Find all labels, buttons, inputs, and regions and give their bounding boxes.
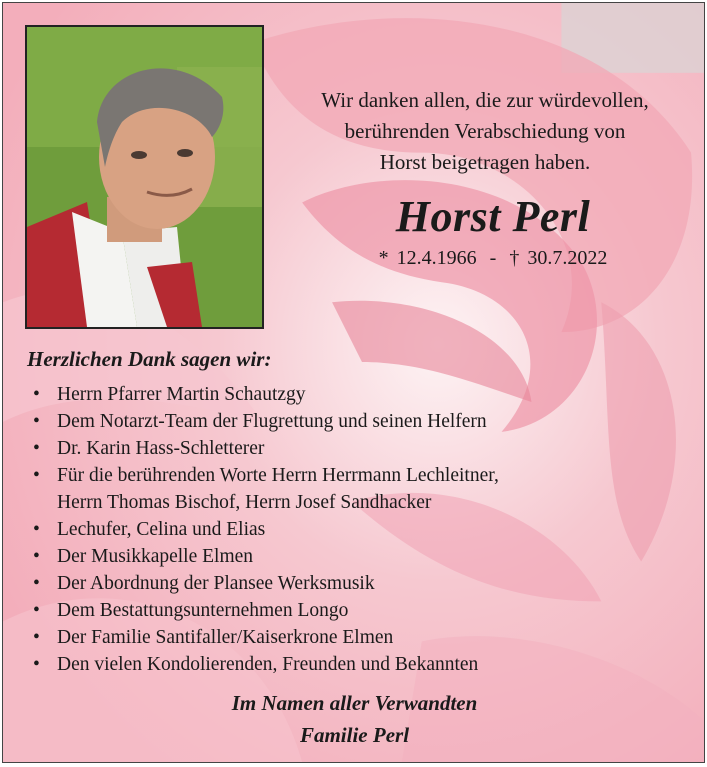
bullet: • (33, 465, 40, 486)
thanks-list (27, 381, 687, 678)
life-dates (303, 247, 683, 270)
list-item-text: Dem Notarzt-Team der Flugrettung und seinen Helfern (57, 411, 487, 432)
list-item-text: Der Musikkapelle Elmen (57, 546, 254, 567)
list-item (27, 435, 687, 462)
thank-you-message (265, 85, 705, 178)
list-item (27, 597, 687, 624)
list-item (27, 624, 687, 651)
bullet: • (33, 627, 40, 648)
bullet: • (33, 600, 40, 621)
list-item-text: Herrn Thomas Bischof, Herrn Josef Sandhacker (57, 492, 432, 513)
list-item (27, 651, 687, 678)
birth-date: 12.4.1966 (396, 247, 477, 269)
list-item (27, 381, 687, 408)
portrait-photo (25, 25, 264, 329)
message-line: Wir danken allen, die zur würdevollen, (321, 88, 649, 112)
list-item (27, 408, 687, 435)
deceased-name: Horst Perl (395, 192, 591, 241)
obituary-card (2, 2, 705, 763)
list-item-text: Der Abordnung der Plansee Werksmusik (57, 573, 375, 594)
list-item (27, 570, 687, 597)
list-item-text: Der Familie Santifaller/Kaiserkrone Elmen (57, 627, 394, 648)
signature-line-2: Familie Perl (299, 723, 410, 747)
message-line: Horst beigetragen haben. (379, 150, 591, 174)
bullet: • (33, 438, 40, 459)
list-item (27, 516, 687, 543)
date-separator: - (489, 247, 497, 269)
bullet: • (33, 654, 40, 675)
list-item-text: Lechufer, Celina und Elias (57, 519, 266, 540)
list-item (27, 543, 687, 570)
list-item (27, 462, 687, 516)
list-item-text: Dem Bestattungsunternehmen Longo (57, 600, 349, 621)
bullet: • (33, 546, 40, 567)
list-item-text: Herrn Pfarrer Martin Schautzgy (57, 384, 306, 405)
thanks-heading: Herzlichen Dank sagen wir: (27, 347, 272, 371)
list-item-text: Für die berührenden Worte Herrn Herrmann Lechleitner, (57, 465, 499, 486)
signature-line-1: Im Namen aller Verwandten (231, 691, 478, 715)
bullet: • (33, 519, 40, 540)
message-line: berührenden Verabschiedung von (344, 119, 626, 143)
list-item-text: Den vielen Kondolierenden, Freunden und Bekannten (57, 654, 479, 675)
death-date: 30.7.2022 (527, 247, 608, 269)
bullet: • (33, 411, 40, 432)
bullet: • (33, 573, 40, 594)
death-symbol: † (509, 247, 520, 269)
list-item-text: Dr. Karin Hass-Schletterer (57, 438, 265, 459)
bullet: • (33, 384, 40, 405)
birth-symbol: * (378, 247, 389, 269)
